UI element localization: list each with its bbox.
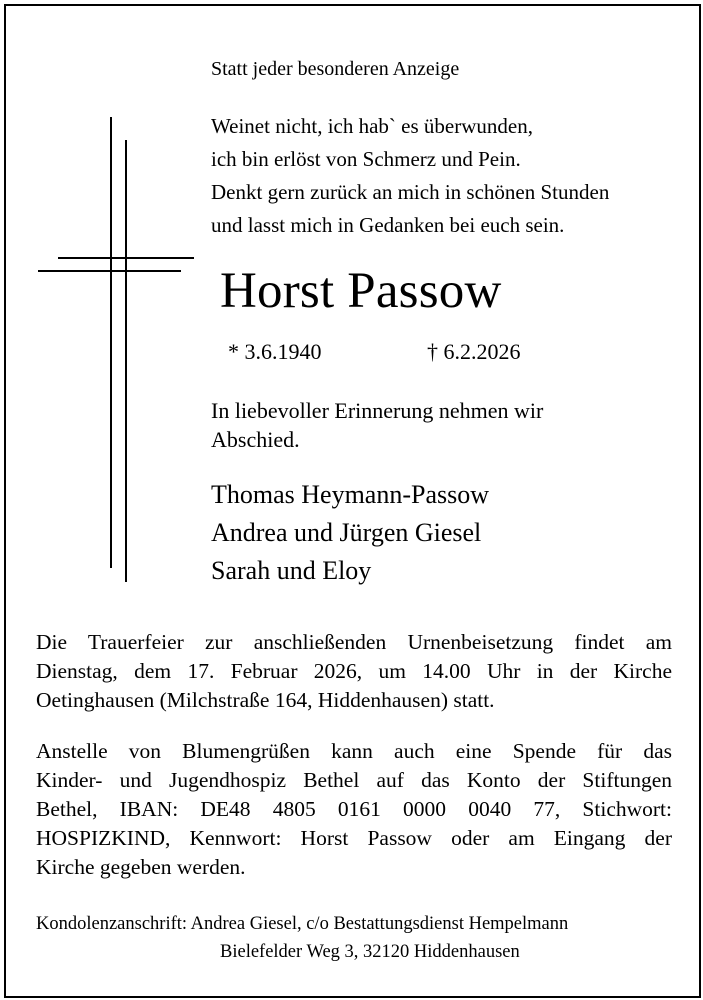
poem-line: Weinet nicht, ich hab` es überwunden, <box>211 114 533 138</box>
donation-line: Kirche gegeben werden. <box>36 855 246 879</box>
birth-date: * 3.6.1940 <box>228 339 322 364</box>
remembrance-line: Abschied. <box>211 427 300 452</box>
ceremony-paragraph <box>36 628 672 715</box>
poem <box>211 110 609 242</box>
donation-line: HOSPIZKIND, Kennwort: Horst Passow oder am Eingang der <box>36 826 672 850</box>
ceremony-line: Oetinghausen (Milchstraße 164, Hiddenhausen) statt. <box>36 688 495 712</box>
poem-line: ich bin erlöst von Schmerz und Pein. <box>211 147 521 171</box>
donation-line: Anstelle von Blumengrüßen kann auch eine Spende für das <box>36 739 672 763</box>
poem-line: und lasst mich in Gedanken bei euch sein. <box>211 213 565 237</box>
mourner: Sarah und Eloy <box>211 556 372 585</box>
poem-line: Denkt gern zurück an mich in schönen Stunden <box>211 180 610 204</box>
death-date: † 6.2.2026 <box>427 339 521 364</box>
remembrance-line: In liebevoller Erinnerung nehmen wir <box>211 398 544 423</box>
mourner: Andrea und Jürgen Giesel <box>211 518 482 547</box>
mourner: Thomas Heymann-Passow <box>211 480 490 509</box>
remembrance-text <box>211 396 543 454</box>
donation-line: Bethel, IBAN: DE48 4805 0161 0000 0040 77, Stichwort: <box>36 797 672 821</box>
mourners-list <box>211 476 489 590</box>
notice-heading: Statt jeder besonderen Anzeige <box>211 58 460 80</box>
donation-paragraph <box>36 737 672 882</box>
condolence-address-line1: Kondolenzanschrift: Andrea Giesel, c/o Bestattungsdienst Hempelmann <box>36 914 569 934</box>
donation-line: Kinder- und Jugendhospiz Bethel auf das Konto der Stiftungen <box>36 768 672 792</box>
ceremony-line: Die Trauerfeier zur anschließenden Urnenbeisetzung findet am <box>36 630 672 654</box>
deceased-name: Horst Passow <box>220 263 502 319</box>
ceremony-line: Dienstag, dem 17. Februar 2026, um 14.00 Uhr in der Kirche <box>36 659 672 683</box>
condolence-address-line2: Bielefelder Weg 3, 32120 Hiddenhausen <box>220 942 520 962</box>
